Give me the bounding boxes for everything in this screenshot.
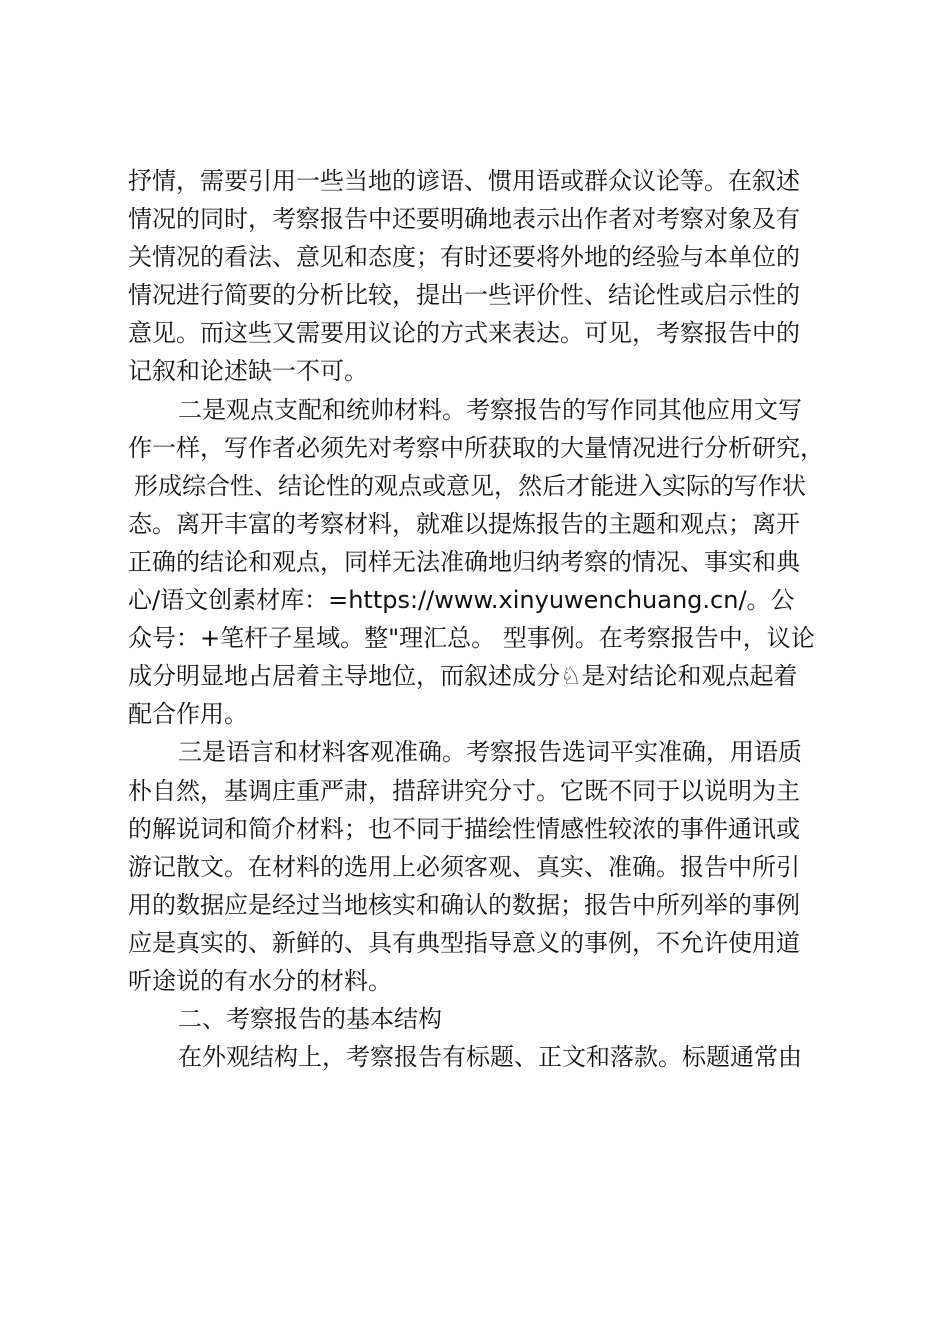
text-line: 关情况的看法、意见和态度；有时还要将外地的经验与本单位的 xyxy=(128,243,800,272)
text-line: 应是真实的、新鲜的、具有典型指导意义的事例，不允许使用道 xyxy=(128,928,800,957)
text-line: 成分明显地占居着主导地位，而叙述成分♘是对结论和观点起着 xyxy=(128,662,798,691)
text-line: 配合作用。 xyxy=(128,700,248,729)
paragraph-first-line: 在外观结构上，考察报告有标题、正文和落款。标题通常由 xyxy=(178,1043,802,1072)
text-line: 形成综合性、结论性的观点或意见，然后才能进入实际的写作状 xyxy=(134,471,806,500)
text-line: 情况进行简要的分析比较，提出一些评价性、结论性或启示性的 xyxy=(128,281,800,310)
watermark-line: 心/语文创素材库：=https://www.xinyuwenchuang.cn/。公 xyxy=(128,586,795,615)
text-line: 作一样，写作者必须先对考察中所获取的大量情况进行分析研究， xyxy=(128,433,824,462)
text-line: 记叙和论述缺一不可。 xyxy=(128,357,368,386)
text-line: 听途说的有水分的材料。 xyxy=(128,966,392,995)
text-line: 抒情，需要引用一些当地的谚语、惯用语或群众议论等。在叙述 xyxy=(128,167,800,195)
text-line: 游记散文。在材料的选用上必须客观、真实、准确。报告中所引 xyxy=(128,852,800,881)
text-line: 用的数据应是经过当地核实和确认的数据；报告中所列举的事例 xyxy=(128,890,800,919)
text-line: 态。离开丰富的考察材料，就难以提炼报告的主题和观点；离开 xyxy=(128,509,800,538)
body-text xyxy=(128,162,868,1076)
text-line: 朴自然，基调庄重严肃，措辞讲究分寸。它既不同于以说明为主 xyxy=(128,776,800,805)
text-line: 情况的同时，考察报告中还要明确地表示出作者对考察对象及有 xyxy=(128,205,800,234)
paragraph-first-line: 二是观点支配和统帅材料。考察报告的写作同其他应用文写 xyxy=(178,395,802,424)
paragraph-first-line: 三是语言和材料客观准确。考察报告选词平实准确，用语质 xyxy=(178,738,802,767)
text-line: 意见。而这些又需要用议论的方式来表达。可见，考察报告中的 xyxy=(128,319,800,348)
text-line: 正确的结论和观点，同样无法准确地归纳考察的情况、事实和典 xyxy=(128,547,800,576)
text-line: 的解说词和简介材料；也不同于描绘性情感性较浓的事件通讯或 xyxy=(128,814,800,843)
section-heading: 二、考察报告的基本结构 xyxy=(178,1005,442,1034)
watermark-line: 众号：+笔杆子星域。整"理汇总。 型事例。在考察报告中，议论 xyxy=(128,624,815,653)
